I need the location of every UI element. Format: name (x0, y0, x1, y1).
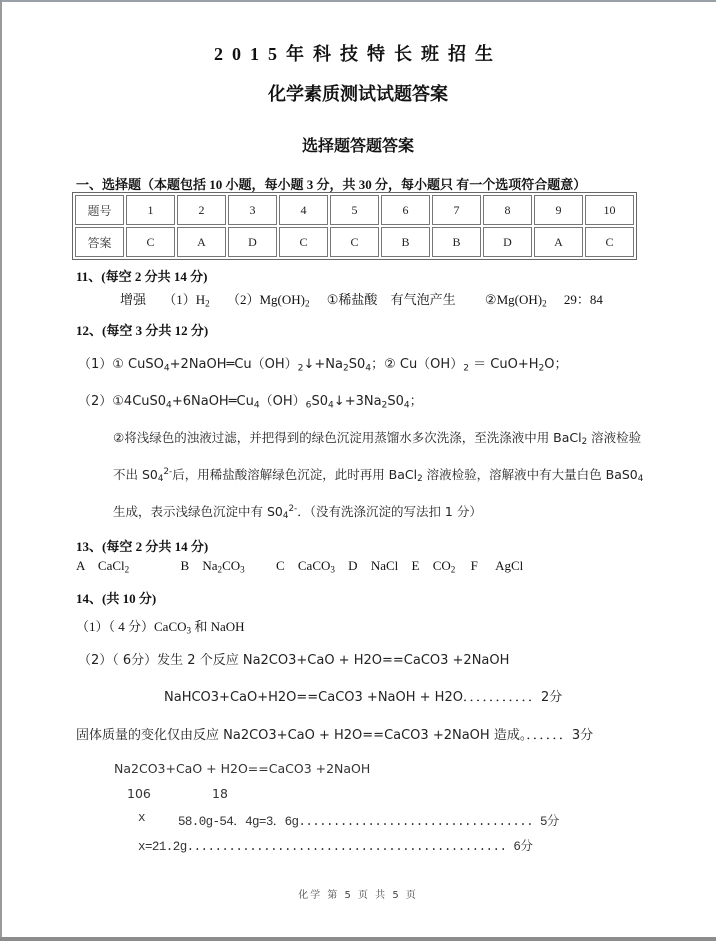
equation-text: O； (544, 357, 568, 372)
subscript: 3 (186, 625, 192, 636)
equation-text: （1）① CuSO (78, 357, 164, 372)
section-title: 选择题答题答案 (301, 136, 414, 155)
page-frame-top (0, 0, 716, 2)
table-cell: D (483, 227, 532, 257)
table-cell: A (534, 227, 583, 257)
table-cell: C (330, 227, 379, 257)
answer-formula: CO (432, 558, 451, 573)
answer-text: 增强 (120, 292, 147, 307)
answer-letter: A (76, 558, 85, 573)
answer-letter: B (180, 558, 190, 573)
subscript: 2 (542, 298, 547, 309)
subscript: 2 (304, 298, 310, 309)
q11-answers (120, 289, 603, 308)
q14-part2-line1: （2）（ 6分）发生 2 个反应 Na2CO3+CaO + H2O==CaCO3 +2NaOH (78, 653, 510, 668)
q11-heading: 11、(每空 2 分共 14 分) (76, 269, 208, 284)
subscript: 4 (328, 400, 334, 411)
paragraph-text: 溶液检验，溶解液中有大量白色 BaS0 (422, 467, 638, 482)
answer-text: 29：84 (563, 292, 603, 307)
calc-row-x-value: 58.0g-54．4g=3．6g.................................. 5分 (178, 815, 559, 829)
subscript: 2 (417, 474, 423, 485)
q12-para-line3 (113, 502, 482, 520)
table-cell: 1 (126, 195, 175, 225)
answer-table (72, 192, 637, 260)
subscript: 2 (450, 564, 456, 575)
q14-part1 (76, 616, 245, 635)
subscript: 4 (365, 363, 372, 374)
subscript: 3 (330, 564, 335, 575)
superscript: 2- (163, 467, 173, 478)
table-cell: C (279, 227, 328, 257)
page-frame-bottom (0, 937, 716, 941)
subscript: 4 (637, 474, 644, 485)
page-subtitle: 化学素质测试试题答案 (268, 84, 448, 105)
subscript: 2 (581, 437, 588, 448)
equation-text: S0 (348, 357, 366, 372)
equation-text: ↓+3Na (333, 394, 382, 409)
answer-formula: Na (202, 558, 218, 573)
equation-text: （OH） (259, 394, 306, 409)
q14-part2-line3: 固体质量的变化仅由反应 Na2CO3+CaO + H2O==CaCO3 +2NaOH 造成。．．．．．．3分 (76, 728, 594, 743)
answer-text: ①稀盐酸 (326, 292, 378, 307)
subscript: 4 (163, 363, 170, 374)
answer-letter: D (348, 558, 358, 573)
subscript: 4 (157, 474, 164, 485)
paragraph-text: 后，用稀盐酸溶解绿色沉淀，此时再用 BaCl (172, 467, 418, 482)
subscript: 4 (253, 400, 260, 411)
q12-line1 (78, 353, 568, 372)
equation-text: （2）①4CuS0 (78, 394, 167, 409)
subscript: 2 (381, 400, 388, 411)
table-row-numbers (75, 195, 634, 225)
row-label: 题号 (75, 195, 124, 225)
answer-formula: NaCl (370, 558, 399, 573)
subscript: 4 (166, 400, 172, 411)
answer-text: ②Mg(OH) (484, 292, 543, 307)
answer-formula: CaCO (297, 558, 331, 573)
table-cell: 2 (177, 195, 226, 225)
answer-text: （2）Mg(OH) (226, 292, 305, 307)
equation-text: +2NaOH═Cu（OH） (169, 357, 298, 372)
equation-text: ＝ CuO+H (469, 357, 539, 372)
q12-heading: 12、(每空 3 分共 12 分) (76, 323, 209, 338)
subscript: 6 (305, 400, 312, 411)
equation-text: S0 (387, 394, 404, 409)
q13-heading: 13、(每空 2 分共 14 分) (76, 539, 209, 554)
table-cell: 9 (534, 195, 583, 225)
subscript: 2 (297, 363, 304, 374)
q14-heading: 14、(共 10 分) (76, 591, 157, 606)
section1-heading: 一、选择题（本题包括 10 小题，每小题 3 分，共 30 分，每小题只 有一个选项符合题意） (76, 177, 587, 192)
subscript: 2 (205, 298, 210, 309)
paragraph-text: ②将浅绿色的浊液过滤，并把得到的绿色沉淀用蒸馏水多次洗涤，至洗涤液中用 BaCl (113, 430, 582, 445)
calc-row-x-label: x (138, 811, 146, 825)
paragraph-text: ．（没有洗涤沉淀的写法扣 1 分） (297, 504, 482, 519)
paragraph-text: 不出 S0 (113, 467, 158, 482)
equation-text: S0 (311, 394, 328, 409)
subscript: 2 (342, 363, 349, 374)
page-title: 2015年科技特长班招生 (214, 44, 502, 64)
table-cell: D (228, 227, 277, 257)
equation-text: ↓+Na (303, 357, 343, 372)
table-cell: C (126, 227, 175, 257)
superscript: 2- (288, 504, 298, 515)
equation-text: +6NaOH═Cu (171, 394, 254, 409)
q12-line2 (78, 390, 423, 409)
table-cell: 8 (483, 195, 532, 225)
answer-letter: C (275, 558, 285, 573)
answer-text: 和 NaOH (191, 619, 245, 634)
calc-ratio-left: 106 (127, 786, 151, 801)
table-cell: 3 (228, 195, 277, 225)
calc-result: x=21.2g.............................................. 6分 (138, 840, 533, 854)
paragraph-text: 溶液检验 (587, 430, 642, 445)
answer-text: （1）（ 4 分）CaCO (76, 619, 187, 634)
subscript: 2 (463, 363, 469, 374)
q12-para-line1 (113, 428, 641, 446)
q12-para-line2 (113, 465, 643, 483)
table-cell: 10 (585, 195, 634, 225)
table-cell: B (432, 227, 481, 257)
table-cell: 4 (279, 195, 328, 225)
subscript: 4 (282, 511, 289, 522)
table-row-answers (75, 227, 634, 257)
equation-text: ； (409, 394, 423, 409)
row-label: 答案 (75, 227, 124, 257)
answer-formula: CO (222, 558, 241, 573)
paragraph-text: 生成，表示浅绿色沉淀中有 S0 (113, 504, 283, 519)
answer-letter: E (411, 558, 420, 573)
table-cell: 7 (432, 195, 481, 225)
answer-letter: F (470, 558, 478, 573)
answer-text: （1）H (163, 292, 206, 307)
equation-text: ；② Cu（OH） (371, 357, 464, 372)
subscript: 2 (124, 564, 130, 575)
answer-formula: AgCl (495, 558, 524, 573)
calc-equation: Na2CO3+CaO + H2O==CaCO3 +2NaOH (114, 761, 371, 776)
answer-formula: CaCl (97, 558, 125, 573)
calc-ratio-right: 18 (212, 786, 228, 801)
table-cell: 5 (330, 195, 379, 225)
table-cell: C (585, 227, 634, 257)
page-footer: 化学 第 5 页 共 5 页 (298, 890, 418, 901)
q13-answers (76, 558, 523, 574)
table-cell: A (177, 227, 226, 257)
q14-part2-line2: NaHCO3+CaO+H2O==CaCO3 +NaOH + H2O．．．．．．．．．．．2分 (164, 690, 563, 705)
subscript: 3 (240, 564, 245, 575)
subscript: 2 (217, 564, 223, 575)
table-cell: 6 (381, 195, 430, 225)
subscript: 4 (403, 400, 410, 411)
table-cell: B (381, 227, 430, 257)
subscript: 2 (538, 363, 545, 374)
answer-text: 有气泡产生 (390, 292, 456, 307)
